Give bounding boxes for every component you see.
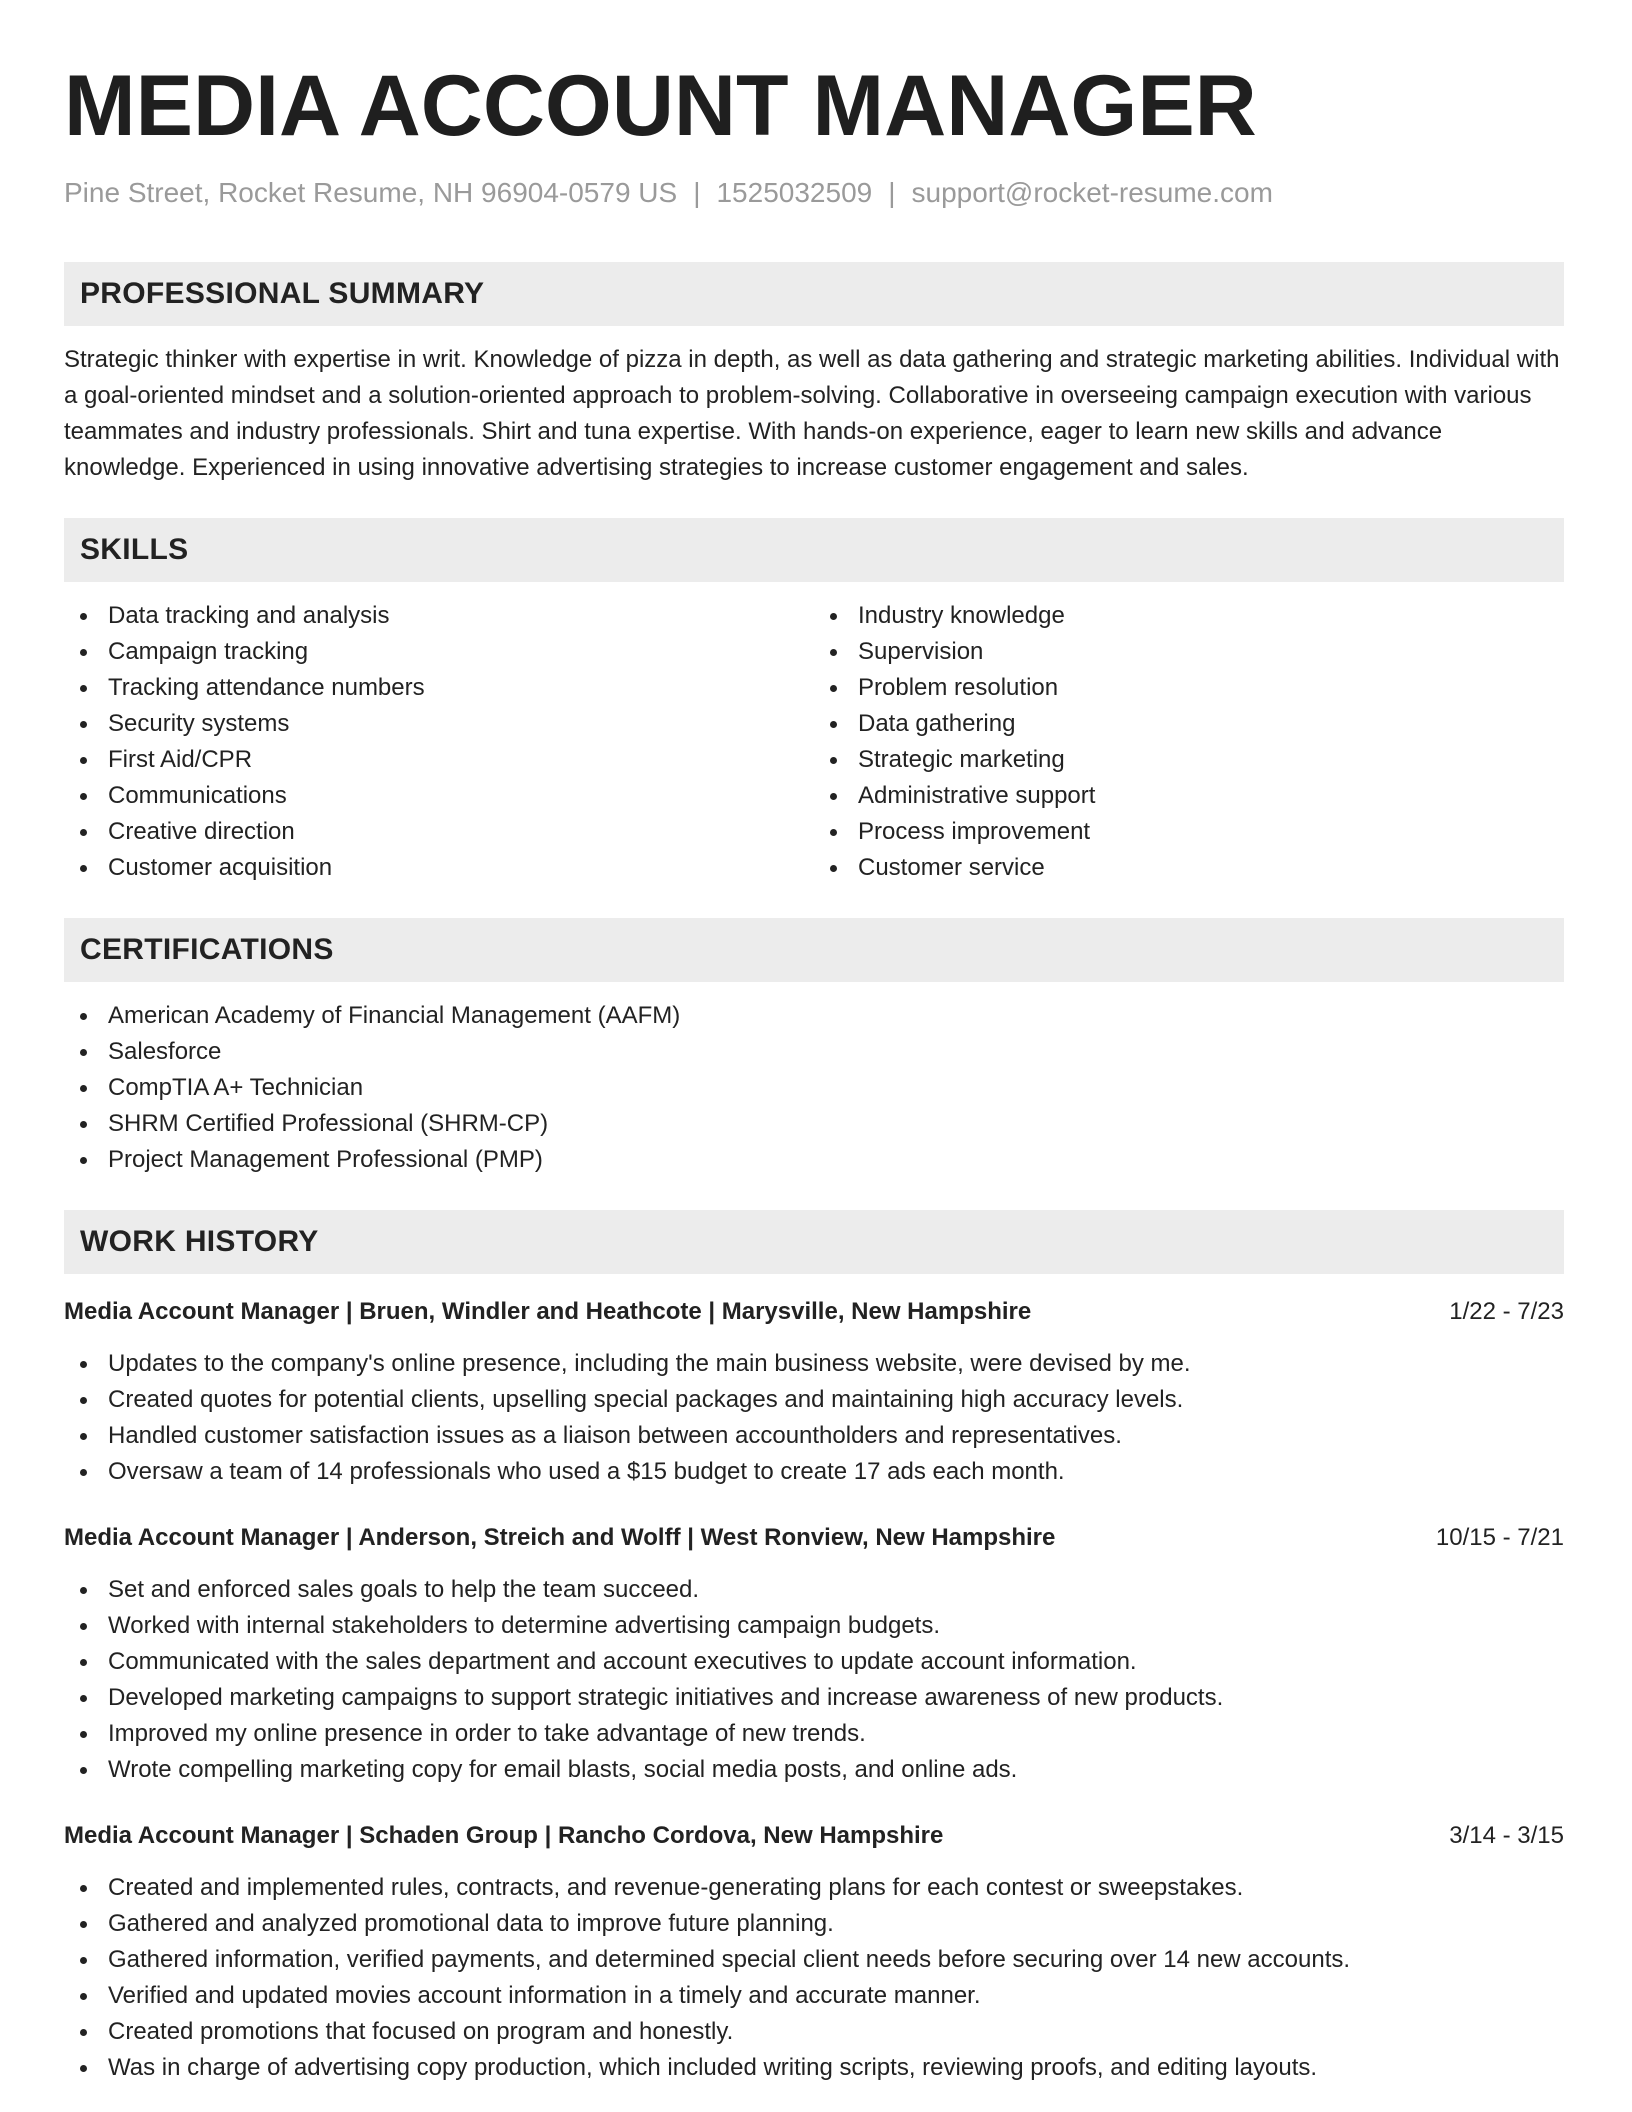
list-item: Communicated with the sales department and account executives to update account information. [64,1644,1564,1680]
list-item: Communications [64,778,814,814]
job-title: Media Account Manager | Bruen, Windler and Heathcote | Marysville, New Hampshire [64,1298,1032,1325]
list-item: First Aid/CPR [64,742,814,778]
list-item: CompTIA A+ Technician [64,1070,1564,1106]
list-item: Security systems [64,706,814,742]
section-header-summary: PROFESSIONAL SUMMARY [64,262,1564,326]
skills-grid [64,598,1564,886]
list-item: Data tracking and analysis [64,598,814,634]
job-bullets [64,1870,1564,2086]
job-title: Media Account Manager | Schaden Group | Rancho Cordova, New Hampshire [64,1822,944,1849]
certifications-list [64,998,1564,1178]
list-item: Process improvement [814,814,1564,850]
section-header-skills: SKILLS [64,518,1564,582]
section-header-certifications: CERTIFICATIONS [64,918,1564,982]
contact-phone: 1525032509 [716,177,873,208]
contact-email: support@rocket-resume.com [911,177,1273,208]
list-item: Salesforce [64,1034,1564,1070]
contact-address: Pine Street, Rocket Resume, NH 96904-0579 US [64,177,678,208]
contact-separator: | [693,177,701,208]
contact-separator: | [888,177,896,208]
list-item: Improved my online presence in order to take advantage of new trends. [64,1716,1564,1752]
list-item: Verified and updated movies account information in a timely and accurate manner. [64,1978,1564,2014]
list-item: Administrative support [814,778,1564,814]
list-item: Wrote compelling marketing copy for email blasts, social media posts, and online ads. [64,1752,1564,1788]
list-item: Creative direction [64,814,814,850]
job-entry [64,1294,1564,1490]
list-item: Worked with internal stakeholders to determine advertising campaign budgets. [64,1608,1564,1644]
list-item: Customer acquisition [64,850,814,886]
list-item: Tracking attendance numbers [64,670,814,706]
list-item: SHRM Certified Professional (SHRM-CP) [64,1106,1564,1142]
job-dates: 1/22 - 7/23 [1449,1298,1564,1325]
job-bullets [64,1572,1564,1788]
job-dates: 3/14 - 3/15 [1449,1822,1564,1849]
job-dates: 10/15 - 7/21 [1435,1524,1564,1551]
list-item: Data gathering [814,706,1564,742]
job-entry [64,1818,1564,2086]
contact-line [64,176,1564,210]
list-item: Was in charge of advertising copy production, which included writing scripts, reviewing proofs, and editing layouts. [64,2050,1564,2086]
list-item: American Academy of Financial Management (AAFM) [64,998,1564,1034]
job-bullets [64,1346,1564,1490]
job-header [64,1294,1564,1330]
list-item: Customer service [814,850,1564,886]
list-item: Supervision [814,634,1564,670]
list-item: Updates to the company's online presence, including the main business website, were devised by me. [64,1346,1564,1382]
job-header [64,1520,1564,1556]
list-item: Created quotes for potential clients, upselling special packages and maintaining high accuracy levels. [64,1382,1564,1418]
job-title: Media Account Manager | Anderson, Streich and Wolff | West Ronview, New Hampshire [64,1524,1056,1551]
list-item: Created and implemented rules, contracts, and revenue-generating plans for each contest or sweepstakes. [64,1870,1564,1906]
page-title: MEDIA ACCOUNT MANAGER [64,58,1257,154]
summary-text: Strategic thinker with expertise in writ. Knowledge of pizza in depth, as well as data gathering and strategic marketing abilities. Individual with a goal-oriented mindset and a solution-oriented approach to problem-solving. Collaborative in overseeing campaign execution with various teammates and industry professionals. Shirt and tuna expertise. With hands-on experience, eager to learn new skills and advance knowledge. Experienced in using innovative advertising strategies to increase customer engagement and sales. [64,346,1560,481]
list-item: Oversaw a team of 14 professionals who used a $15 budget to create 17 ads each month. [64,1454,1564,1490]
list-item: Set and enforced sales goals to help the team succeed. [64,1572,1564,1608]
list-item: Campaign tracking [64,634,814,670]
job-entry [64,1520,1564,1788]
skills-list-left [64,598,814,886]
list-item: Problem resolution [814,670,1564,706]
skills-list-right [814,598,1564,886]
list-item: Industry knowledge [814,598,1564,634]
list-item: Handled customer satisfaction issues as a liaison between accountholders and representatives. [64,1418,1564,1454]
list-item: Gathered information, verified payments, and determined special client needs before securing over 14 new accounts. [64,1942,1564,1978]
list-item: Developed marketing campaigns to support strategic initiatives and increase awareness of new products. [64,1680,1564,1716]
list-item: Created promotions that focused on program and honestly. [64,2014,1564,2050]
job-header [64,1818,1564,1854]
list-item: Strategic marketing [814,742,1564,778]
list-item: Project Management Professional (PMP) [64,1142,1564,1178]
list-item: Gathered and analyzed promotional data to improve future planning. [64,1906,1564,1942]
section-header-work-history: WORK HISTORY [64,1210,1564,1274]
